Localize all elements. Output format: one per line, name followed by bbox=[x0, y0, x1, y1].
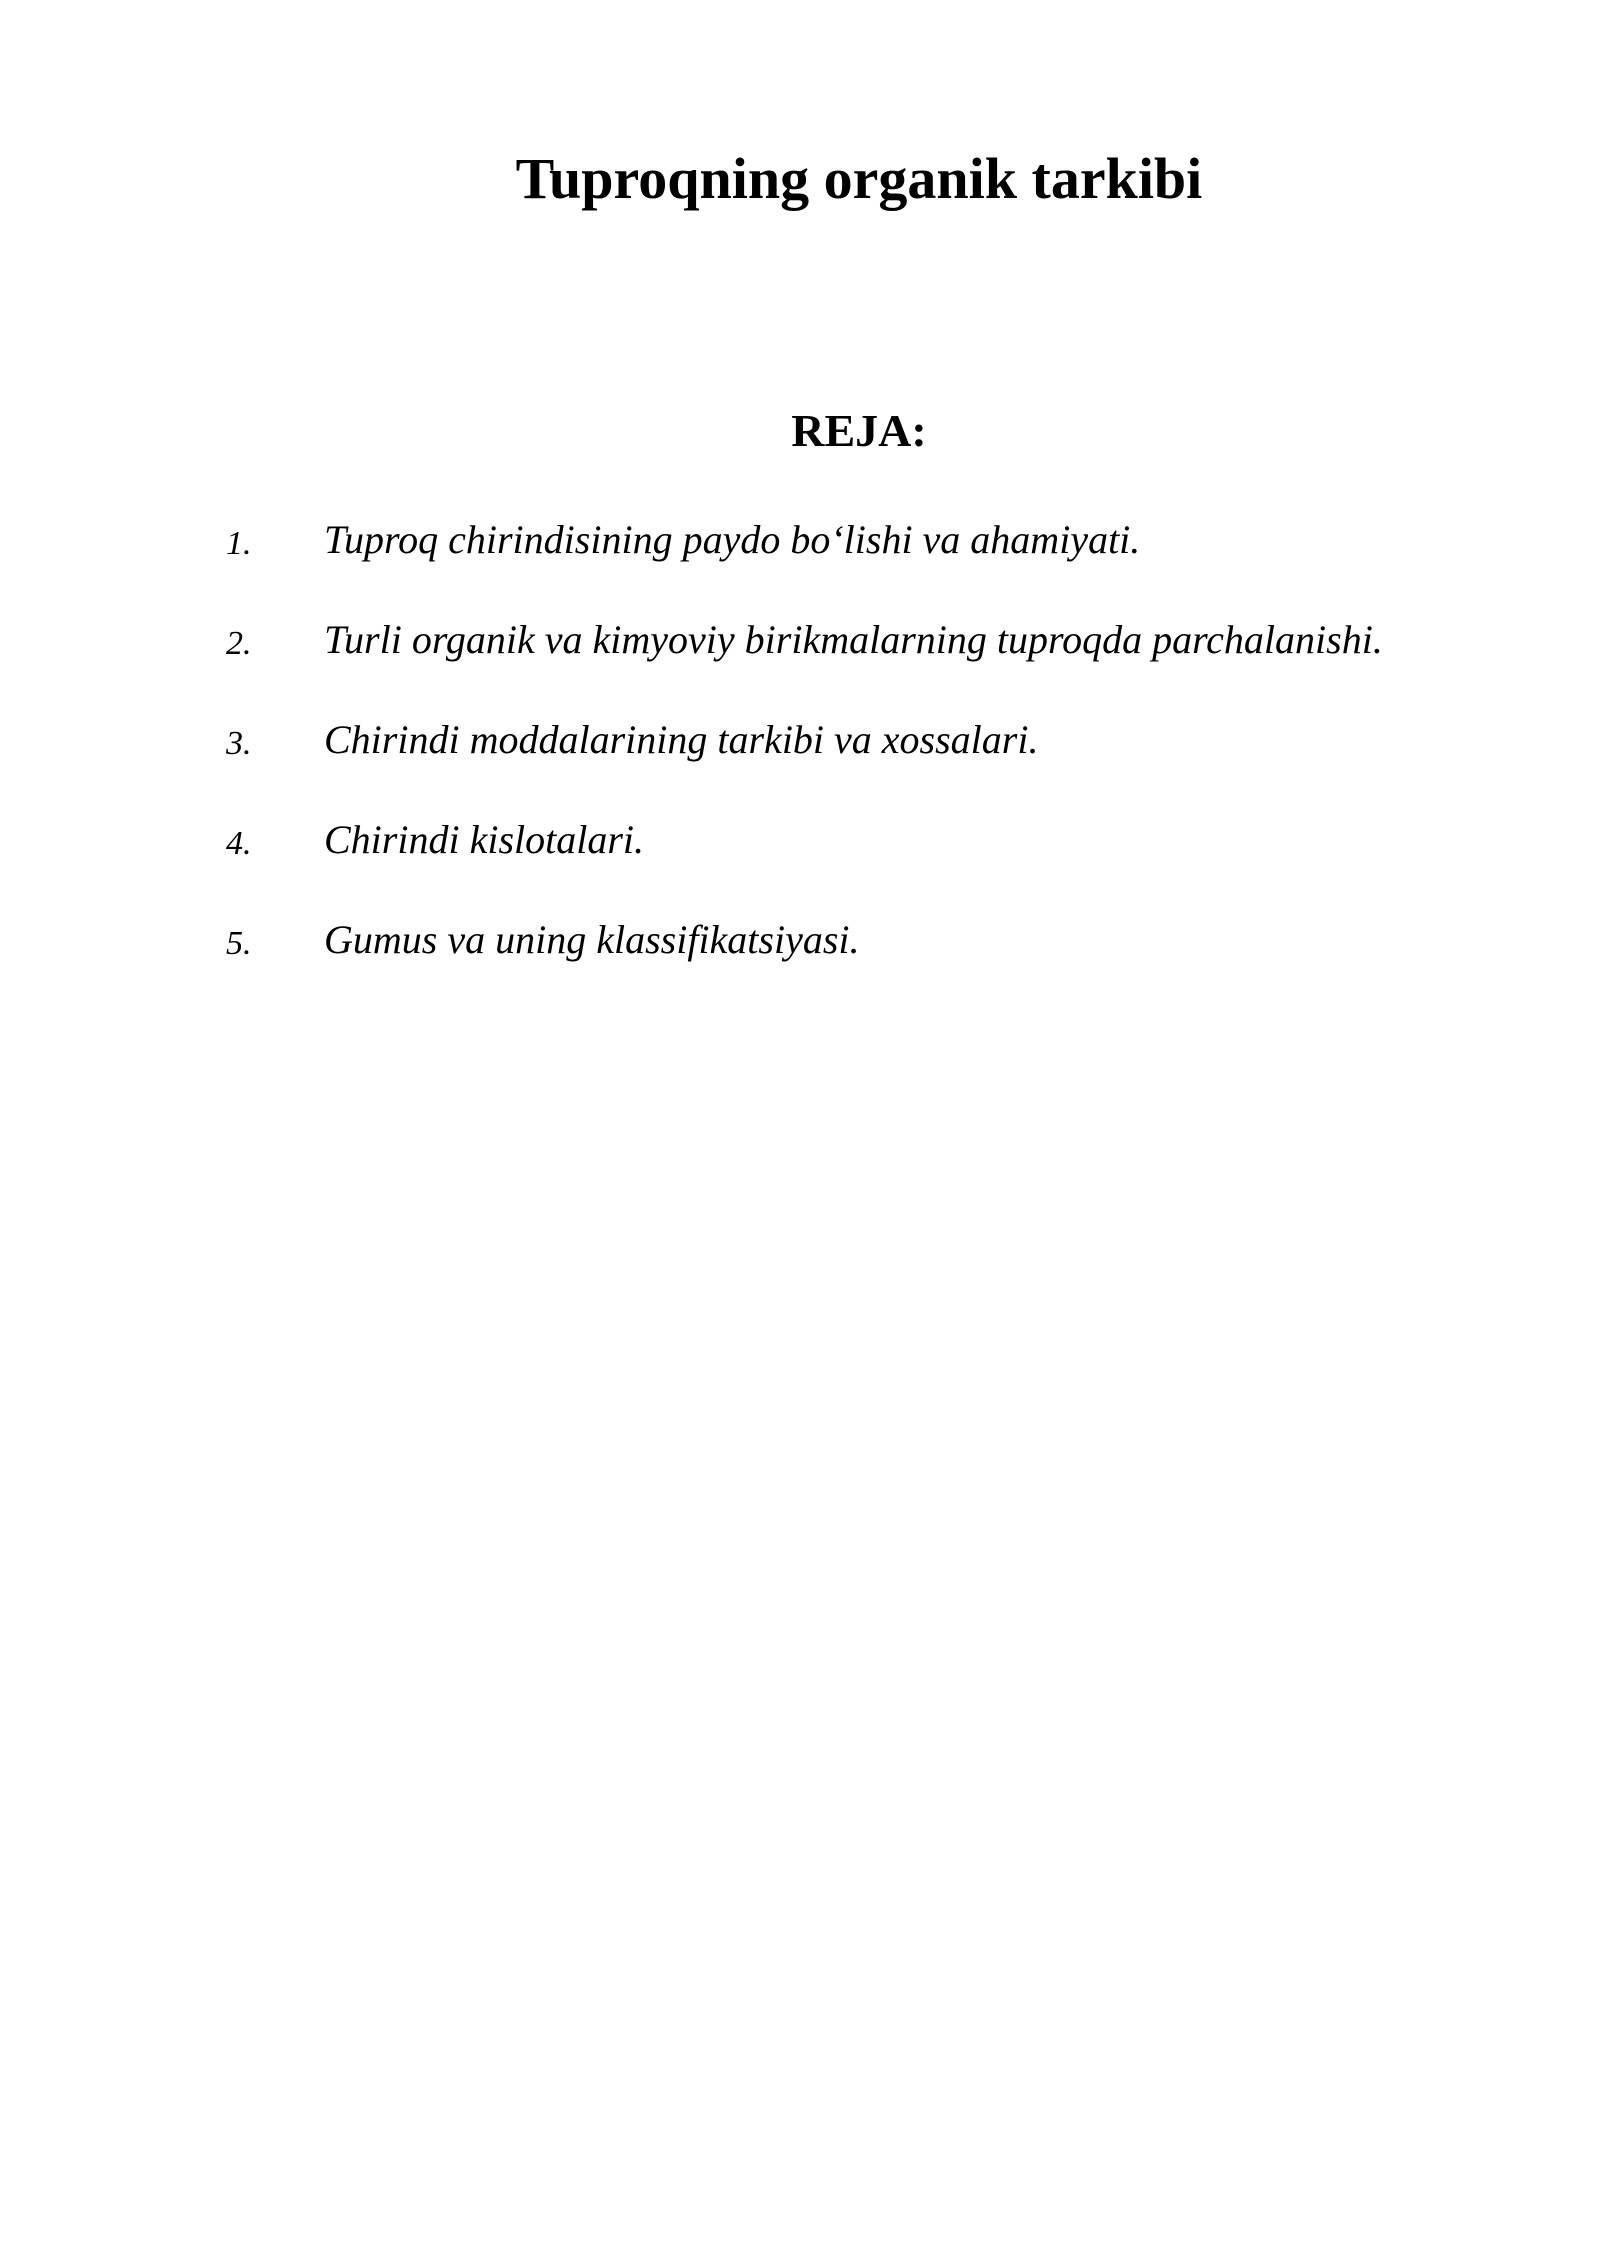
document-title: Tuproqning organik tarkibi bbox=[515, 146, 1203, 211]
plan-item bbox=[226, 508, 1566, 608]
plan-list bbox=[226, 508, 1566, 1008]
plan-item-text: Chirindi kislotalari. bbox=[324, 817, 645, 862]
plan-item-number: 1. bbox=[226, 525, 252, 562]
plan-item bbox=[226, 808, 1566, 908]
plan-item-number: 3. bbox=[226, 725, 252, 762]
plan-item bbox=[226, 908, 1566, 1008]
plan-item bbox=[226, 608, 1566, 708]
plan-item-text: Chirindi moddalarining tarkibi va xossalari. bbox=[324, 717, 1039, 762]
plan-item-number: 4. bbox=[226, 825, 252, 862]
plan-item-number: 5. bbox=[226, 925, 252, 962]
plan-item-text: Turli organik va kimyoviy birikmalarning tuproqda parchalanishi. bbox=[324, 617, 1383, 662]
plan-heading: REJA: bbox=[791, 405, 927, 456]
plan-item bbox=[226, 708, 1566, 808]
plan-item-text: Tuproq chirindisining paydo bo‘lishi va ahamiyati. bbox=[324, 517, 1141, 562]
plan-item-text: Gumus va uning klassifikatsiyasi. bbox=[324, 917, 860, 962]
plan-item-number: 2. bbox=[226, 625, 252, 662]
